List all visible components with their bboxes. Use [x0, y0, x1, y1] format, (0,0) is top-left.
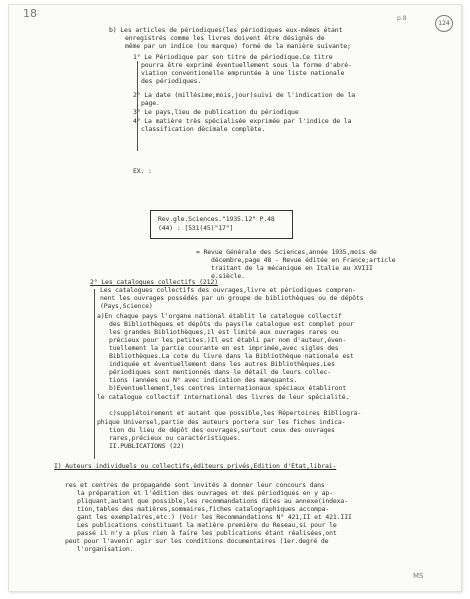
body-line: = Revue Générale des Sciences,année 1935,mois de [196, 248, 377, 256]
body-line: a)En chaque pays l'organe national établit le catalogue collectif [97, 312, 342, 320]
section-heading: I) Auteurs individuels ou collectifs,éditeurs privés,Edition d'Etat,librai- [54, 462, 337, 470]
page-number-stamp: 124 [435, 15, 453, 32]
body-line: tion,tables des matières,sommaires,fiches catalographiques accompa- [77, 505, 330, 513]
body-line: res et centres de propagande sont invités à donner leur concours dans [65, 481, 325, 489]
body-line: des Bibliothèques et dépôts du pays(le catalogue est complet pour [109, 320, 354, 328]
body-line: tions (années ou N° avec indication des manquants. [109, 376, 298, 384]
page-label: p.8 [397, 15, 407, 22]
body-line: passé il n'y a plus rien à faire les publications étant réalisées,ont [77, 529, 337, 537]
body-line: e.siècle. [211, 272, 245, 280]
body-line: l'organisation. [77, 545, 134, 553]
body-line: b)Eventuellement,les centres internationaux spéciaux établiront [109, 384, 347, 392]
section-heading: 2° Les catalogues collectifs (212) [90, 278, 218, 286]
corner-mark: 18 [23, 7, 37, 20]
body-line: pourra être exprimé éventuellement sous la forme d'abré- [141, 61, 352, 69]
body-line: décembre,page 48 - Revue éditée en France;article [211, 256, 396, 264]
margin-bracket [94, 289, 95, 459]
body-line: 2° La date (millésime,mois,jour)suivi de l'indication de la [133, 91, 356, 99]
body-line: II.PUBLICATIONS (22) [109, 442, 185, 450]
body-line: des périodiques. [141, 77, 202, 85]
reference-line: (44) : [531(45)"17"] [158, 224, 234, 232]
body-line: Les catalogues collectifs des ouvrages,livre et périodiques compren- [100, 286, 356, 294]
body-line: périodiques sont mentionnés dans le détail de leurs collec- [109, 368, 332, 376]
body-line: nent les ouvrages possédés par un groupe de bibliothèques ou de dépôts [100, 294, 364, 302]
body-line: le catalogue collectif international des livres de leur spécialité. [97, 393, 350, 401]
body-line: b) Les articles de périodiques(les périodiques eux-mêmes étant [109, 26, 343, 34]
body-line: tuellement la partie courante en est imprimée,avec sigles des [109, 344, 339, 352]
body-line: phique Universel,partie des auteurs portera sur les fiches indica- [97, 418, 346, 426]
body-line: indiquée et éventuellement dans les autres Bibliothèques.Les [109, 360, 335, 368]
body-line: classification décimale complète. [141, 125, 266, 133]
body-line: page. [141, 99, 160, 107]
body-line: précieux pour les petites.)Il est établi par nom d'auteur,éven- [109, 336, 347, 344]
example-label: EX. : [133, 167, 152, 175]
body-line: les grandes Bibliothèques,il est limité aux ouvrages rares ou [109, 328, 339, 336]
body-line: Bibliothèques.La cote du livre dans la Bibliothèque nationale est [109, 352, 354, 360]
body-line: (Pays,Science) [100, 302, 153, 310]
body-line: enregistrés comme les livres doivent être désignés de [125, 34, 325, 42]
body-line: peut pour l'avenir agir sur les conditions documentaires (1er.degré de [65, 537, 329, 545]
body-line: la préparation et l'édition des ouvrages et des périodiques en y ap- [77, 489, 333, 497]
body-line: Les publications constituant la matière première du Reseau,si pour le [77, 521, 337, 529]
body-line: tion du lieu de dépôt des ouvrages,surtout ceux des ouvrages [109, 426, 335, 434]
footer-mark: MS [413, 572, 424, 580]
document-page [8, 4, 462, 592]
body-line: même par un indice (ou marque) formé de la manière suivante; [125, 42, 351, 50]
body-line: c)supplétoirement et autant que possible,les Répertoires Bibliogra- [109, 409, 362, 417]
margin-bracket [137, 61, 138, 151]
body-line: gant les exemplaires,etc.) (Voir les Recommandations N° 421,II et 421.III [77, 513, 352, 521]
body-line: pliquant,autant que possible,les recommandations dites au annexe(indexa- [77, 497, 348, 505]
body-line: 3° Le pays,lieu de publication du périodique [133, 108, 299, 116]
body-line: 1° Le Périodique par son titre de périodique.Ce titre [133, 53, 333, 61]
body-line: rares,précieux ou caractéristiques. [109, 434, 241, 442]
body-line: traitant de la mécanique en Italie au XVIII [211, 264, 373, 272]
reference-line: Rev.gle.Sciences."1935.12" P.48 [158, 215, 275, 223]
body-line: viation conventionelle empruntée à une liste nationale [141, 69, 345, 77]
body-line: 4° La matière très spécialisée exprimée par l'indice de la [133, 117, 352, 125]
